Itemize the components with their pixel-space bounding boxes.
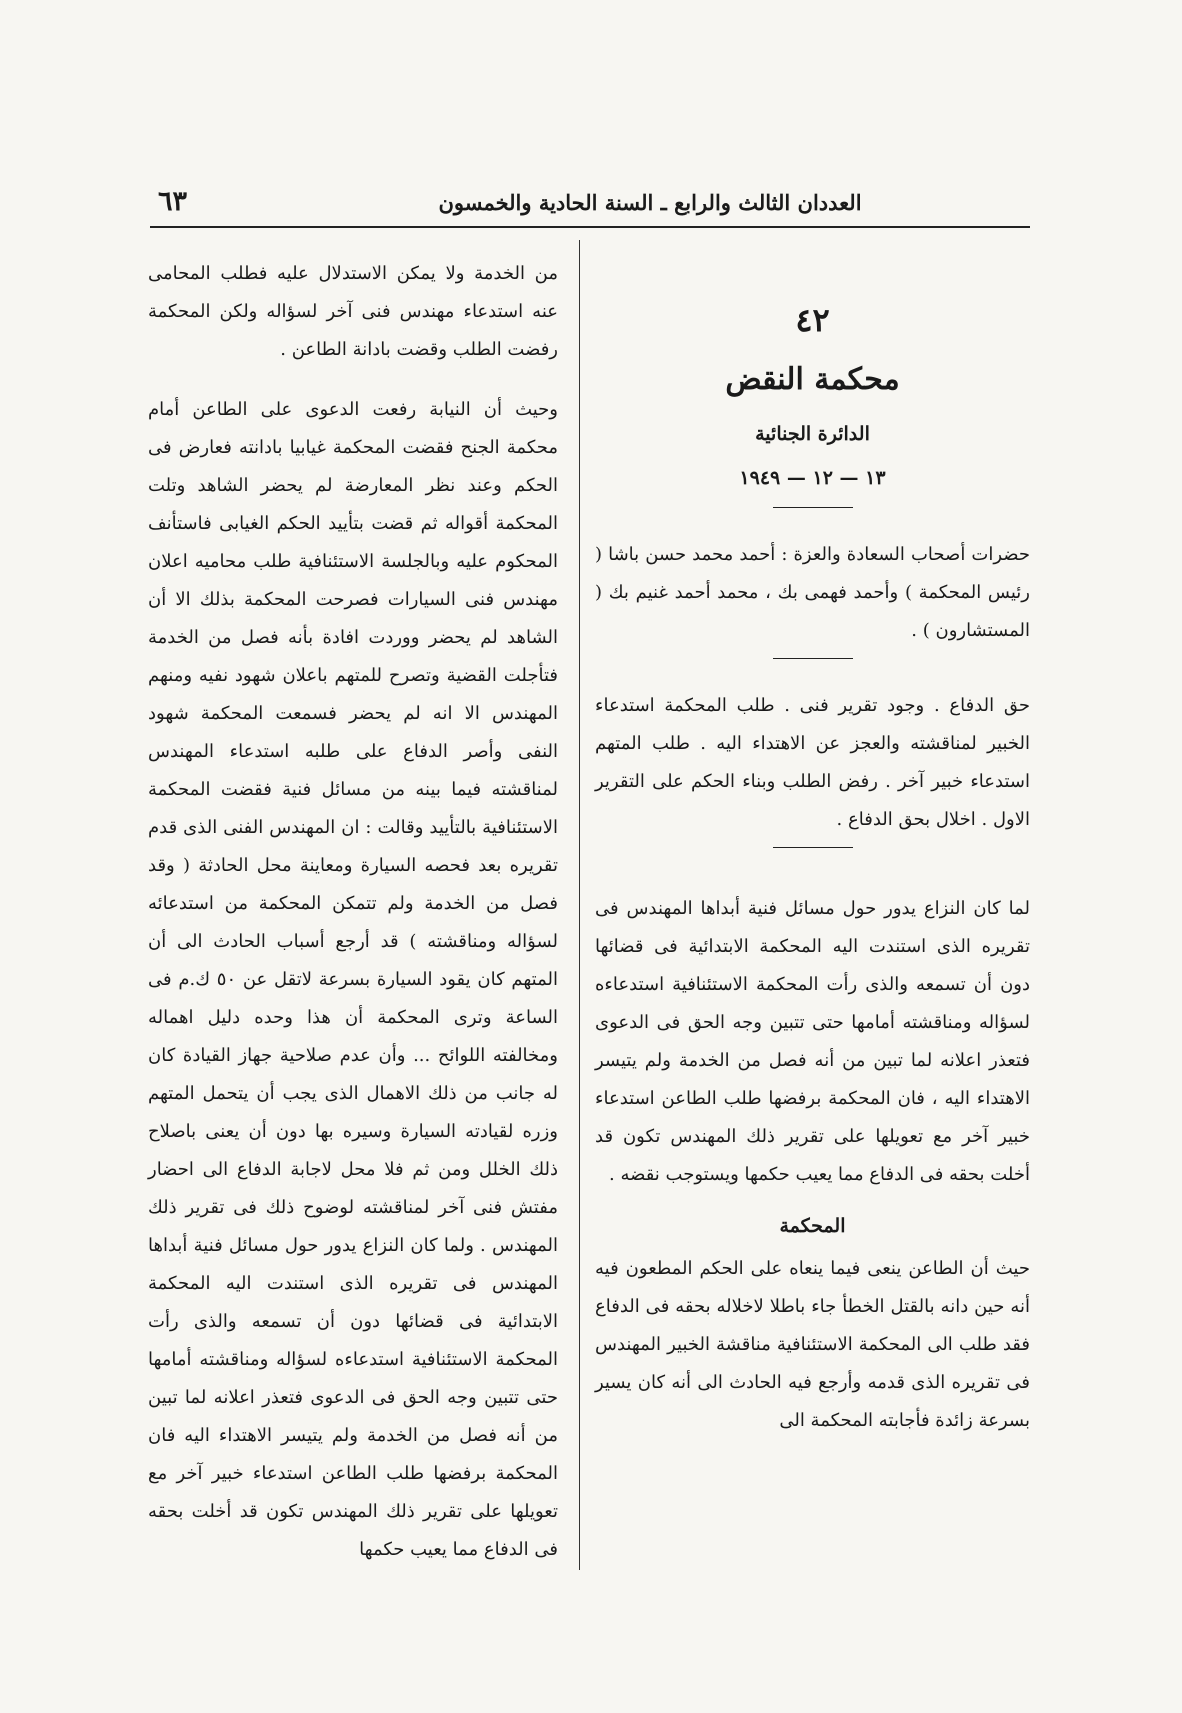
court-section-heading: المحكمة	[779, 1215, 846, 1237]
case-number: ٤٢	[795, 301, 830, 339]
journal-issue-title: العددان الثالث والرابع ـ السنة الحادية والخمسون	[438, 190, 862, 215]
section-rule	[773, 507, 853, 508]
section-rule	[773, 658, 853, 659]
bench-composition: حضرات أصحاب السعادة والعزة : أحمد محمد حسن باشا ( رئيس المحكمة ) وأحمد فهمى بك ، محمد أحمد غنيم بك ( المستشارون ) .	[595, 544, 1030, 641]
header-rule	[150, 226, 1030, 228]
page-header	[150, 186, 1030, 230]
legal-principle: لما كان النزاع يدور حول مسائل فنية أبداها المهندس فى تقريره الذى استندت اليه المحكمة الابتدائية فى قضائها دون أن تسمعه والذى رأت المحكمة الاستئنافية استدعاءه لسؤاله ومناقشته أمامها حتى تتبين وجه الحق فى الدعوى فتعذر اعلانه لما تبين من أنه فصل من الخدمة ولم يتيسر الاهتداء اليه ، فان المحكمة برفضها طلب الطاعن استدعاء خبير آخر مع تعويلها على تقرير ذلك المهندس تكون قد أخلت بحقه فى الدفاع مما يعيب حكمها ويستوجب نقضه .	[595, 898, 1030, 1185]
page-number: ٦٣	[158, 186, 188, 217]
left-column	[148, 255, 558, 1569]
case-summary: حق الدفاع . وجود تقرير فنى . طلب المحكمة استدعاء الخبير لمناقشته والعجز عن الاهتداء اليه . طلب المتهم استدعاء خبير آخر . رفض الطلب وبناء الحكم على التقرير الاول . اخلال بحق الدفاع .	[595, 695, 1030, 830]
circuit-name: الدائرة الجنائية	[755, 423, 870, 445]
judgment-date: ١٣ — ١٢ — ١٩٤٩	[739, 467, 886, 489]
court-name: محكمة النقض	[725, 362, 900, 397]
left-paragraph-1: من الخدمة ولا يمكن الاستدلال عليه فطلب المحامى عنه استدعاء مهندس فنى آخر لسؤاله ولكن المحكمة رفضت الطلب وقضت بادانة الطاعن .	[148, 263, 558, 360]
left-paragraph-2: وحيث أن النيابة رفعت الدعوى على الطاعن أمام محكمة الجنح فقضت المحكمة غيابيا بادانته فعارض فى الحكم وعند نظر المعارضة لم يحضر الشاهد وتلت المحكمة أقواله ثم قضت بتأييد الحكم الغيابى فاستأنف المحكوم عليه وبالجلسة الاستئنافية طلب محاميه اعلان مهندس فنى السيارات فصرحت المحكمة بذلك الا أن الشاهد لم يحضر ووردت افادة بأنه فصل من الخدمة فتأجلت القضية وتصرح للمتهم باعلان شهود نفيه ومنهم المهندس الا انه لم يحضر فسمعت المحكمة شهود النفى وأصر الدفاع على طلبه استدعاء المهندس لمناقشته فيما بينه من مسائل فنية فقضت المحكمة الاستئنافية بالتأييد وقالت : ان المهندس الفنى الذى قدم تقريره بعد فحصه السيارة ومعاينة محل الحادثة ( وقد فصل من الخدمة ولم تتمكن المحكمة من استدعائه لسؤاله ومناقشته ) قد أرجع أسباب الحادث الى أن المتهم كان يقود السيارة بسرعة لاتقل عن ٥٠ ك.م فى الساعة وترى المحكمة أن هذا وحده دليل اهماله ومخالفته اللوائح ... وأن عدم صلاحية جهاز القيادة كان له جانب من ذلك الاهمال الذى يجب أن يتحمل المتهم وزره لقيادته السيارة وسيره بها دون أن يعنى باصلاح ذلك الخلل ومن ثم فلا محل لاجابة الدفاع الى احضار مفتش فنى آخر لمناقشته لوضوح ذلك فى تقرير ذلك المهندس . ولما كان النزاع يدور حول مسائل فنية أبداها المهندس فى تقريره الذى استندت اليه المحكمة الابتدائية فى قضائها دون أن تسمعه والذى رأت المحكمة الاستئنافية استدعاءه لسؤاله ومناقشته أمامها حتى تتبين وجه الحق فى الدعوى فتعذر اعلانه لما تبين من أنه فصل من الخدمة ولم يتيسر الاهتداء اليه فان المحكمة برفضها طلب الطاعن استدعاء خبير آخر مع تعويلها على تقرير ذلك المهندس تكون قد أخلت بحقه فى الدفاع مما يعيب حكمها	[148, 399, 558, 1560]
court-reasoning: حيث أن الطاعن ينعى فيما ينعاه على الحكم المطعون فيه أنه حين دانه بالقتل الخطأ جاء باطلا لاخلاله بحقه فى الدفاع فقد طلب الى المحكمة الاستئنافية مناقشة الخبير المهندس فى تقريره الذى قدمه وأرجع فيه الحادث الى أنه كان يسير بسرعة زائدة فأجابته المحكمة الى	[595, 1258, 1030, 1431]
section-rule	[773, 847, 853, 848]
column-divider	[579, 240, 580, 1570]
right-column	[595, 255, 1030, 1440]
